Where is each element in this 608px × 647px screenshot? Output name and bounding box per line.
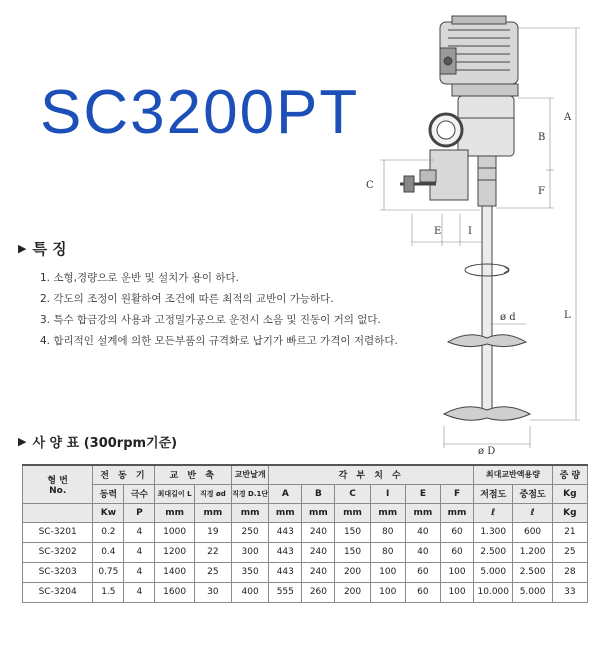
- table-cell: 2.500: [513, 562, 552, 582]
- table-cell: 1400: [155, 562, 194, 582]
- header-blade: 교반날개: [232, 465, 269, 484]
- unit-poles: P: [124, 503, 155, 522]
- table-row: [23, 582, 588, 602]
- unit-power: Kw: [93, 503, 124, 522]
- header-weight-unit: Kg: [552, 484, 587, 503]
- unit-mm: mm: [194, 503, 231, 522]
- table-cell: 240: [302, 542, 335, 562]
- unit-liter: ℓ: [513, 503, 552, 522]
- table-cell: 240: [302, 522, 335, 542]
- table-cell: 22: [194, 542, 231, 562]
- table-cell: 40: [405, 542, 440, 562]
- header-motor: 전 동 기: [93, 465, 155, 484]
- dim-label-b: B: [538, 132, 546, 143]
- table-cell: 555: [269, 582, 302, 602]
- feature-item: 4. 합리적인 설계에 의한 모든부품의 규격화로 납기가 빠르고 가격이 저렴하다.: [40, 335, 398, 347]
- agitator-diagram: [340, 8, 600, 456]
- table-cell: 80: [370, 542, 405, 562]
- table-cell: 25: [194, 562, 231, 582]
- table-cell: 5.000: [513, 582, 552, 602]
- unit-mm: mm: [405, 503, 440, 522]
- dim-label-i: I: [468, 226, 472, 237]
- table-cell: 60: [405, 582, 440, 602]
- table-cell: 10.000: [474, 582, 513, 602]
- table-cell: 33: [552, 582, 587, 602]
- dim-label-c: C: [366, 180, 374, 191]
- table-cell: 2.500: [474, 542, 513, 562]
- unit-mm: mm: [335, 503, 370, 522]
- spec-table-body: [23, 522, 588, 602]
- table-cell: 1000: [155, 522, 194, 542]
- table-cell: 240: [302, 562, 335, 582]
- header-unit-spacer: [23, 503, 93, 522]
- table-cell: 600: [513, 522, 552, 542]
- table-row: [23, 522, 588, 542]
- table-cell: 1200: [155, 542, 194, 562]
- dim-label-a: A: [564, 112, 572, 123]
- dim-label-f: F: [538, 186, 545, 197]
- unit-mm: mm: [302, 503, 335, 522]
- feature-item: 1. 소형,경량으로 운반 및 설치가 용이 하다.: [40, 272, 240, 284]
- dim-label-l: L: [564, 310, 571, 321]
- table-cell: 100: [440, 582, 473, 602]
- unit-mm: mm: [269, 503, 302, 522]
- feature-item: 2. 각도의 조정이 원활하여 조건에 따른 최적의 교반이 가능하다.: [40, 293, 334, 305]
- table-cell: 4: [124, 522, 155, 542]
- header-dim-b: B: [302, 484, 335, 503]
- table-cell: 250: [232, 522, 269, 542]
- unit-liter: ℓ: [474, 503, 513, 522]
- unit-kg: Kg: [552, 503, 587, 522]
- table-cell: 443: [269, 542, 302, 562]
- table-cell: 40: [405, 522, 440, 542]
- table-cell: 4: [124, 542, 155, 562]
- model-cell: SC-3203: [23, 562, 93, 582]
- header-dim-a: A: [269, 484, 302, 503]
- table-row: [23, 562, 588, 582]
- header-power: 동력: [93, 484, 124, 503]
- table-cell: 200: [335, 582, 370, 602]
- table-cell: 1.5: [93, 582, 124, 602]
- motor-fan-cover: [452, 16, 506, 24]
- table-cell: 100: [370, 562, 405, 582]
- table-cell: 5.000: [474, 562, 513, 582]
- header-shaft-length: 최대길이 L: [155, 484, 194, 503]
- spec-heading: [18, 432, 177, 451]
- header-low-viscosity: 저점도: [474, 484, 513, 503]
- model-cell: SC-3201: [23, 522, 93, 542]
- shaft-coupling: [478, 156, 496, 206]
- header-weight: 중 량: [552, 465, 587, 484]
- features-heading-label: 특 징: [32, 240, 67, 258]
- table-cell: 25: [552, 542, 587, 562]
- header-volume: 최대교반액용량: [474, 465, 553, 484]
- unit-mm: mm: [370, 503, 405, 522]
- table-cell: 1.300: [474, 522, 513, 542]
- unit-mm: mm: [232, 503, 269, 522]
- table-cell: 150: [335, 522, 370, 542]
- dim-label-e: E: [434, 226, 442, 237]
- table-cell: 60: [440, 522, 473, 542]
- table-cell: 200: [335, 562, 370, 582]
- unit-mm: mm: [155, 503, 194, 522]
- header-dim-f: F: [440, 484, 473, 503]
- gear-housing: [458, 96, 514, 156]
- header-dim-c: C: [335, 484, 370, 503]
- gear-flange: [452, 84, 518, 96]
- unit-mm: mm: [440, 503, 473, 522]
- header-poles: 극수: [124, 484, 155, 503]
- model-cell: SC-3202: [23, 542, 93, 562]
- dim-label-d-small: ø d: [500, 312, 516, 323]
- table-cell: 443: [269, 562, 302, 582]
- header-dimensions: 각 부 치 수: [269, 465, 474, 484]
- table-cell: 0.2: [93, 522, 124, 542]
- table-cell: 30: [194, 582, 231, 602]
- table-cell: 443: [269, 522, 302, 542]
- features-heading: [18, 238, 67, 259]
- table-cell: 0.4: [93, 542, 124, 562]
- table-cell: 21: [552, 522, 587, 542]
- header-blade-diameter: 직경 D.1단: [232, 484, 269, 503]
- header-shaft-diameter: 직경 ød: [194, 484, 231, 503]
- table-cell: 19: [194, 522, 231, 542]
- table-cell: 100: [370, 582, 405, 602]
- table-cell: 28: [552, 562, 587, 582]
- table-cell: 80: [370, 522, 405, 542]
- triangle-bullet-icon: ▶: [18, 435, 27, 448]
- model-cell: SC-3204: [23, 582, 93, 602]
- table-cell: 0.75: [93, 562, 124, 582]
- header-shaft: 교 반 축: [155, 465, 232, 484]
- spec-table: [22, 464, 588, 603]
- table-cell: 300: [232, 542, 269, 562]
- table-row: [23, 542, 588, 562]
- header-model-label: 형 번: [47, 475, 68, 486]
- feature-item: 3. 특수 합금강의 사용과 고정밀가공으로 운전시 소음 및 진동이 거의 없다.: [40, 314, 381, 326]
- header-mid-viscosity: 중점도: [513, 484, 552, 503]
- table-cell: 150: [335, 542, 370, 562]
- header-dim-e: E: [405, 484, 440, 503]
- product-title: SC3200PT: [40, 78, 360, 147]
- table-cell: 400: [232, 582, 269, 602]
- header-dim-i: I: [370, 484, 405, 503]
- table-cell: 1600: [155, 582, 194, 602]
- agitator-shaft: [482, 206, 492, 414]
- dim-label-d-large: ø D: [478, 446, 496, 456]
- spec-heading-label: 사 양 표 (300rpm기준): [32, 436, 178, 451]
- table-cell: 60: [440, 542, 473, 562]
- table-cell: 4: [124, 562, 155, 582]
- header-model: [23, 465, 93, 503]
- table-cell: 4: [124, 582, 155, 602]
- table-cell: 350: [232, 562, 269, 582]
- table-cell: 100: [440, 562, 473, 582]
- table-cell: 60: [405, 562, 440, 582]
- header-model-sub: No.: [49, 485, 67, 496]
- table-cell: 260: [302, 582, 335, 602]
- triangle-bullet-icon: ▶: [18, 242, 27, 255]
- table-cell: 1.200: [513, 542, 552, 562]
